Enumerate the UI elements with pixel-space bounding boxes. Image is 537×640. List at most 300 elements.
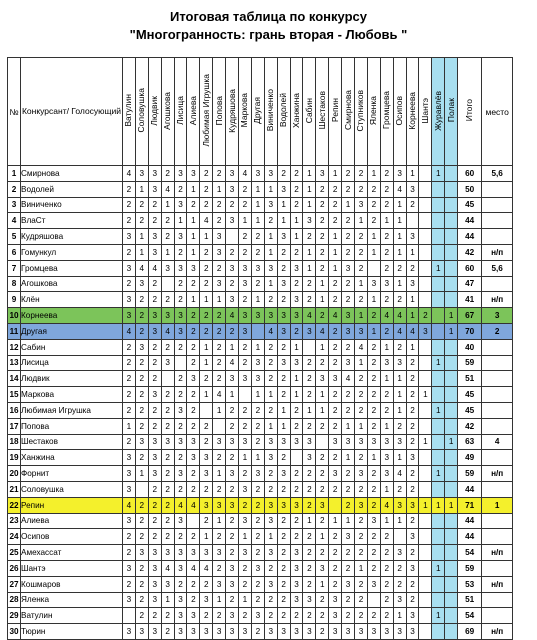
score-cell — [445, 576, 458, 592]
score-cell: 2 — [406, 576, 419, 592]
score-cell: 3 — [200, 592, 213, 608]
score-cell: 1 — [200, 529, 213, 545]
score-cell: 2 — [161, 481, 174, 497]
score-cell: 3 — [148, 181, 161, 197]
score-cell: 1 — [406, 244, 419, 260]
table-row — [8, 576, 513, 592]
score-cell: 2 — [251, 513, 264, 529]
score-cell: 2 — [303, 560, 316, 576]
score-cell — [445, 181, 458, 197]
score-cell: 2 — [277, 560, 290, 576]
score-cell: 2 — [329, 418, 342, 434]
score-cell: 2 — [277, 371, 290, 387]
score-cell: 2 — [290, 181, 303, 197]
table-row — [8, 513, 513, 529]
score-cell: 3 — [406, 181, 419, 197]
place-cell — [482, 608, 513, 624]
score-cell: 2 — [213, 166, 226, 182]
score-cell: 3 — [264, 166, 277, 182]
row-number: 10 — [8, 308, 21, 324]
score-cell: 3 — [406, 229, 419, 245]
score-cell: 1 — [239, 213, 252, 229]
score-cell: 1 — [432, 402, 445, 418]
score-cell: 3 — [393, 434, 406, 450]
judge-header — [406, 58, 419, 166]
score-cell — [135, 481, 148, 497]
score-cell: 3 — [148, 323, 161, 339]
contestant-name: Репин — [21, 497, 123, 513]
score-cell: 3 — [342, 434, 355, 450]
score-cell: 2 — [290, 402, 303, 418]
score-cell: 1 — [187, 213, 200, 229]
score-cell: 2 — [290, 197, 303, 213]
table-row — [8, 418, 513, 434]
score-cell — [419, 292, 432, 308]
judge-header — [277, 58, 290, 166]
score-cell: 2 — [393, 339, 406, 355]
score-cell: 2 — [251, 434, 264, 450]
row-number: 2 — [8, 181, 21, 197]
total-cell: 41 — [458, 292, 482, 308]
score-cell: 1 — [239, 592, 252, 608]
judge-header — [419, 58, 432, 166]
score-cell: 2 — [123, 244, 136, 260]
score-cell: 3 — [161, 545, 174, 561]
score-cell: 2 — [329, 339, 342, 355]
score-cell: 1 — [329, 166, 342, 182]
score-cell — [316, 434, 329, 450]
score-cell: 1 — [277, 197, 290, 213]
judge-name: Ступников — [355, 89, 366, 132]
judge-header — [161, 58, 174, 166]
score-cell: 2 — [174, 576, 187, 592]
score-cell: 2 — [174, 244, 187, 260]
score-cell — [419, 560, 432, 576]
place-cell — [482, 339, 513, 355]
score-cell: 3 — [200, 624, 213, 640]
score-cell — [432, 529, 445, 545]
score-cell: 2 — [290, 466, 303, 482]
score-cell: 2 — [239, 576, 252, 592]
score-cell — [432, 276, 445, 292]
score-cell: 2 — [277, 387, 290, 403]
score-cell: 1 — [161, 592, 174, 608]
score-cell: 4 — [200, 213, 213, 229]
score-cell: 3 — [277, 276, 290, 292]
score-cell: 4 — [380, 308, 393, 324]
score-cell: 2 — [148, 529, 161, 545]
score-cell: 2 — [251, 244, 264, 260]
score-cell: 2 — [135, 576, 148, 592]
score-cell: 3 — [264, 450, 277, 466]
header-total-label: Итого — [464, 99, 475, 122]
score-cell — [419, 402, 432, 418]
score-cell: 2 — [264, 371, 277, 387]
score-cell: 2 — [226, 529, 239, 545]
score-cell: 2 — [161, 213, 174, 229]
score-cell: 2 — [123, 545, 136, 561]
score-cell: 2 — [329, 292, 342, 308]
score-cell — [419, 197, 432, 213]
score-cell: 2 — [239, 181, 252, 197]
score-cell: 3 — [226, 560, 239, 576]
score-cell — [432, 450, 445, 466]
score-cell: 2 — [316, 450, 329, 466]
score-cell: 2 — [251, 418, 264, 434]
score-cell: 3 — [174, 434, 187, 450]
score-cell: 1 — [277, 402, 290, 418]
score-cell: 1 — [419, 497, 432, 513]
contestant-name: Кудряшова — [21, 229, 123, 245]
score-cell: 2 — [355, 371, 368, 387]
score-cell: 2 — [290, 608, 303, 624]
score-cell: 3 — [200, 466, 213, 482]
score-cell: 3 — [251, 560, 264, 576]
score-cell: 3 — [187, 608, 200, 624]
score-cell: 1 — [432, 560, 445, 576]
score-cell: 2 — [226, 323, 239, 339]
score-cell: 1 — [355, 418, 368, 434]
score-cell: 3 — [355, 323, 368, 339]
score-cell: 2 — [329, 545, 342, 561]
score-cell: 2 — [239, 560, 252, 576]
score-cell: 1 — [251, 339, 264, 355]
score-cell: 3 — [264, 545, 277, 561]
score-cell: 2 — [316, 608, 329, 624]
score-cell: 1 — [367, 229, 380, 245]
score-cell: 2 — [161, 624, 174, 640]
score-cell: 2 — [123, 529, 136, 545]
score-cell: 3 — [329, 608, 342, 624]
score-cell — [445, 466, 458, 482]
score-cell: 2 — [355, 450, 368, 466]
table-header-row — [8, 58, 513, 166]
score-cell: 2 — [316, 513, 329, 529]
row-number: 4 — [8, 213, 21, 229]
score-cell: 2 — [135, 213, 148, 229]
score-cell: 2 — [342, 166, 355, 182]
score-cell: 2 — [187, 355, 200, 371]
score-cell: 2 — [174, 339, 187, 355]
score-cell — [213, 418, 226, 434]
score-cell: 1 — [432, 355, 445, 371]
score-cell — [445, 418, 458, 434]
score-cell: 2 — [406, 418, 419, 434]
score-cell: 2 — [316, 481, 329, 497]
score-cell: 2 — [123, 197, 136, 213]
score-cell: 2 — [303, 276, 316, 292]
score-cell: 3 — [226, 181, 239, 197]
score-cell: 1 — [200, 292, 213, 308]
score-cell: 1 — [393, 608, 406, 624]
score-cell: 3 — [406, 560, 419, 576]
score-cell — [290, 450, 303, 466]
score-cell: 2 — [239, 339, 252, 355]
score-cell: 3 — [251, 466, 264, 482]
score-cell: 2 — [200, 418, 213, 434]
score-cell: 1 — [367, 292, 380, 308]
score-cell: 2 — [303, 371, 316, 387]
place-cell: 4 — [482, 434, 513, 450]
score-cell: 1 — [161, 244, 174, 260]
place-cell — [482, 481, 513, 497]
score-cell — [419, 339, 432, 355]
score-cell: 1 — [367, 323, 380, 339]
contestant-name: Другая — [21, 323, 123, 339]
score-cell: 1 — [329, 229, 342, 245]
score-cell — [432, 229, 445, 245]
score-cell: 2 — [277, 592, 290, 608]
score-cell — [432, 434, 445, 450]
place-cell: н/п — [482, 466, 513, 482]
place-cell: н/п — [482, 624, 513, 640]
score-cell: 2 — [239, 197, 252, 213]
score-cell: 4 — [161, 560, 174, 576]
contestant-name: Соловушка — [21, 481, 123, 497]
score-cell: 2 — [187, 323, 200, 339]
score-cell: 3 — [277, 434, 290, 450]
score-cell: 3 — [226, 213, 239, 229]
score-cell: 2 — [406, 260, 419, 276]
score-cell: 1 — [329, 513, 342, 529]
score-cell: 4 — [329, 308, 342, 324]
contestant-name: Попова — [21, 418, 123, 434]
judge-name: Другая — [252, 97, 263, 124]
score-cell: 3 — [355, 434, 368, 450]
score-cell: 3 — [239, 545, 252, 561]
score-cell: 2 — [239, 466, 252, 482]
score-cell: 3 — [303, 213, 316, 229]
judge-header — [174, 58, 187, 166]
score-cell: 2 — [187, 481, 200, 497]
place-cell — [482, 402, 513, 418]
score-cell: 2 — [213, 308, 226, 324]
score-cell: 2 — [367, 545, 380, 561]
score-cell — [445, 166, 458, 182]
score-cell: 2 — [393, 292, 406, 308]
score-cell: 2 — [251, 545, 264, 561]
score-cell: 1 — [264, 276, 277, 292]
score-cell: 1 — [251, 197, 264, 213]
score-cell: 2 — [161, 402, 174, 418]
score-cell: 1 — [380, 481, 393, 497]
score-cell: 2 — [213, 481, 226, 497]
score-cell: 2 — [239, 608, 252, 624]
contestant-name: Тюрин — [21, 624, 123, 640]
score-cell: 3 — [239, 513, 252, 529]
score-cell: 3 — [187, 434, 200, 450]
score-cell: 2 — [342, 608, 355, 624]
table-row — [8, 166, 513, 182]
score-cell: 2 — [239, 229, 252, 245]
score-cell — [432, 418, 445, 434]
score-cell: 2 — [406, 355, 419, 371]
score-cell: 2 — [342, 466, 355, 482]
score-cell: 3 — [174, 260, 187, 276]
score-cell: 3 — [251, 308, 264, 324]
score-cell — [432, 339, 445, 355]
score-cell: 4 — [187, 560, 200, 576]
score-cell: 3 — [135, 276, 148, 292]
score-cell: 2 — [123, 355, 136, 371]
score-cell: 3 — [148, 466, 161, 482]
score-cell — [445, 450, 458, 466]
score-cell: 2 — [342, 402, 355, 418]
score-cell: 3 — [174, 308, 187, 324]
score-cell: 1 — [355, 276, 368, 292]
score-cell: 4 — [161, 323, 174, 339]
score-cell — [432, 244, 445, 260]
score-cell: 3 — [380, 624, 393, 640]
score-cell — [239, 387, 252, 403]
score-cell: 1 — [432, 260, 445, 276]
score-cell: 2 — [174, 387, 187, 403]
table-row — [8, 545, 513, 561]
score-cell: 2 — [303, 387, 316, 403]
score-cell — [432, 181, 445, 197]
score-cell: 1 — [342, 418, 355, 434]
score-cell: 4 — [342, 371, 355, 387]
score-cell: 2 — [277, 481, 290, 497]
place-cell: 3 — [482, 308, 513, 324]
score-cell: 2 — [316, 197, 329, 213]
score-cell: 4 — [161, 181, 174, 197]
judge-name: Маркова — [239, 93, 250, 128]
score-cell: 2 — [135, 560, 148, 576]
table-row — [8, 466, 513, 482]
score-cell: 2 — [329, 213, 342, 229]
score-cell: 1 — [380, 418, 393, 434]
score-cell: 2 — [200, 197, 213, 213]
page-subtitle: "Многогранность: грань вторая - Любовь " — [129, 27, 408, 42]
judge-header — [432, 58, 445, 166]
score-cell: 3 — [264, 260, 277, 276]
score-cell: 2 — [239, 355, 252, 371]
score-cell: 2 — [393, 576, 406, 592]
score-cell: 3 — [239, 323, 252, 339]
score-cell: 2 — [303, 576, 316, 592]
score-cell: 2 — [226, 244, 239, 260]
score-cell: 2 — [123, 371, 136, 387]
score-cell: 2 — [380, 402, 393, 418]
score-cell: 1 — [316, 576, 329, 592]
row-number: 27 — [8, 576, 21, 592]
score-cell — [445, 545, 458, 561]
score-cell: 2 — [406, 592, 419, 608]
score-cell — [432, 308, 445, 324]
score-cell: 2 — [367, 339, 380, 355]
score-cell — [161, 276, 174, 292]
judge-header — [316, 58, 329, 166]
score-cell: 2 — [174, 529, 187, 545]
score-cell: 2 — [380, 229, 393, 245]
score-cell: 2 — [290, 244, 303, 260]
score-cell: 1 — [264, 181, 277, 197]
score-cell: 1 — [355, 560, 368, 576]
score-cell — [432, 513, 445, 529]
judge-name: Попова — [213, 95, 224, 126]
score-cell: 3 — [148, 166, 161, 182]
table-row — [8, 308, 513, 324]
score-cell: 2 — [329, 560, 342, 576]
score-cell: 1 — [290, 339, 303, 355]
score-cell: 2 — [148, 418, 161, 434]
score-cell: 2 — [187, 418, 200, 434]
score-cell: 1 — [251, 292, 264, 308]
score-cell: 2 — [148, 276, 161, 292]
score-cell: 2 — [290, 513, 303, 529]
score-cell: 3 — [380, 434, 393, 450]
score-cell: 2 — [406, 434, 419, 450]
score-cell: 3 — [316, 560, 329, 576]
score-cell: 2 — [380, 545, 393, 561]
score-cell: 2 — [380, 197, 393, 213]
score-cell: 3 — [213, 434, 226, 450]
judge-name: Виниченко — [265, 89, 276, 132]
score-cell: 2 — [135, 292, 148, 308]
score-cell: 3 — [277, 308, 290, 324]
score-cell: 2 — [380, 560, 393, 576]
score-cell: 3 — [393, 592, 406, 608]
score-cell: 3 — [290, 308, 303, 324]
score-cell: 2 — [187, 276, 200, 292]
score-cell: 2 — [329, 197, 342, 213]
score-cell — [432, 545, 445, 561]
judge-name: Алиева — [187, 95, 198, 126]
score-cell — [419, 529, 432, 545]
total-cell: 44 — [458, 213, 482, 229]
score-cell: 2 — [239, 292, 252, 308]
score-cell: 2 — [303, 418, 316, 434]
score-cell: 2 — [251, 276, 264, 292]
score-cell: 1 — [432, 608, 445, 624]
score-cell: 2 — [161, 497, 174, 513]
score-cell: 1 — [316, 529, 329, 545]
judge-name: Яленка — [368, 95, 379, 126]
row-number: 3 — [8, 197, 21, 213]
score-cell: 4 — [303, 308, 316, 324]
row-number: 22 — [8, 497, 21, 513]
score-cell — [445, 276, 458, 292]
score-cell: 3 — [174, 402, 187, 418]
score-cell: 2 — [200, 166, 213, 182]
row-number: 12 — [8, 339, 21, 355]
score-cell: 3 — [226, 624, 239, 640]
score-cell: 1 — [419, 434, 432, 450]
score-cell — [419, 450, 432, 466]
judge-name: Ханжина — [291, 93, 302, 128]
score-cell: 2 — [355, 244, 368, 260]
score-cell: 4 — [187, 497, 200, 513]
score-cell — [419, 355, 432, 371]
score-cell: 2 — [135, 513, 148, 529]
score-cell: 3 — [290, 560, 303, 576]
total-cell: 54 — [458, 545, 482, 561]
score-cell — [432, 197, 445, 213]
score-cell — [419, 576, 432, 592]
score-cell: 3 — [264, 576, 277, 592]
score-cell: 1 — [380, 339, 393, 355]
score-cell: 2 — [406, 481, 419, 497]
score-cell: 2 — [316, 229, 329, 245]
score-cell — [174, 355, 187, 371]
table-row — [8, 355, 513, 371]
total-cell: 42 — [458, 418, 482, 434]
score-cell — [445, 513, 458, 529]
score-cell: 2 — [264, 213, 277, 229]
score-cell: 2 — [303, 229, 316, 245]
score-cell: 2 — [148, 402, 161, 418]
